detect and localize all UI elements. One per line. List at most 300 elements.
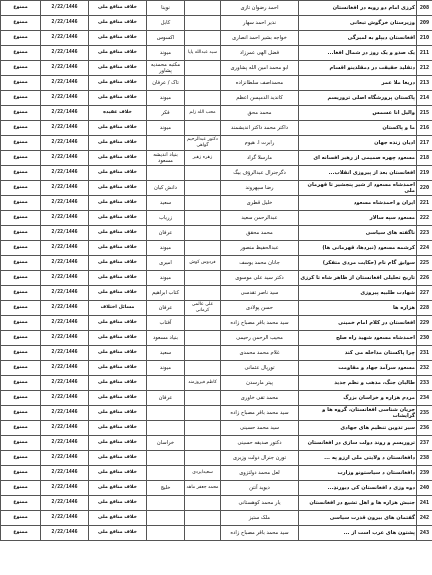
ban-reason: خلاف منافع ملی — [89, 496, 147, 511]
row-number: 231 — [417, 346, 432, 361]
row-number: 233 — [417, 376, 432, 391]
book-title: کرزی امام دو رویه در افغانستان — [299, 1, 417, 16]
ban-reason: خلاف منافع ملی — [89, 196, 147, 211]
table-row — [1, 301, 432, 316]
ban-date: 2/22/1446 — [41, 466, 89, 481]
book-title: مسعود سرآمد جهاد و مقاومت — [299, 361, 417, 376]
ban-reason: خلاف منافع ملی — [89, 256, 147, 271]
book-publisher: تاک / عرفان — [147, 76, 185, 91]
book-title: شهادت طلبیه پیروزی — [299, 286, 417, 301]
ban-date: 2/22/1446 — [41, 421, 89, 436]
book-title: افغانستان دیپلو به لمبرگی — [299, 31, 417, 46]
ban-date: 2/22/1446 — [41, 151, 89, 166]
book-title: والیل انا عسمس — [299, 106, 417, 121]
book-title: احمدشاه مسعود شهید راه صلح — [299, 331, 417, 346]
row-number: 221 — [417, 196, 432, 211]
ban-status: ممنوع — [1, 181, 41, 196]
row-number: 240 — [417, 481, 432, 496]
table-row — [1, 181, 432, 196]
book-translator — [185, 511, 221, 526]
table-row — [1, 241, 432, 256]
book-publisher — [147, 496, 185, 511]
book-publisher: خلیج — [147, 481, 185, 496]
table-row — [1, 151, 432, 166]
book-title: دتقلید حقیقت در دمقلدینو اقسام — [299, 61, 417, 76]
book-publisher — [147, 466, 185, 481]
ban-reason: خلاف عقیده — [89, 106, 147, 121]
ban-reason: خلاف منافع ملی — [89, 226, 147, 241]
table-row — [1, 226, 432, 241]
book-translator — [185, 241, 221, 256]
book-translator — [185, 76, 221, 91]
ban-status: ممنوع — [1, 496, 41, 511]
ban-date: 2/22/1446 — [41, 196, 89, 211]
book-title: هزاره ها — [299, 301, 417, 316]
book-translator — [185, 181, 221, 196]
ban-status: ممنوع — [1, 256, 41, 271]
book-title: ما و پاکستان — [299, 121, 417, 136]
ban-date: 2/22/1446 — [41, 361, 89, 376]
ban-reason: خلاف منافع ملی — [89, 31, 147, 46]
table-row — [1, 316, 432, 331]
row-number: 230 — [417, 331, 432, 346]
book-title: وزیرستان خرگوش تبعانی — [299, 16, 417, 31]
ban-status: ممنوع — [1, 406, 41, 421]
ban-reason: خلاف منافع ملی — [89, 211, 147, 226]
book-author: محمد محقق — [221, 226, 299, 241]
book-title: سوابق گام نام (حکایت مردی متفکر) — [299, 256, 417, 271]
book-title: چرا پاکستان مداخله می کند — [299, 346, 417, 361]
row-number: 227 — [417, 286, 432, 301]
table-row — [1, 526, 432, 541]
ban-status: ممنوع — [1, 151, 41, 166]
row-number: 224 — [417, 241, 432, 256]
book-author: سید محمد باقر مصباح زاده — [221, 526, 299, 541]
book-publisher — [147, 421, 185, 436]
ban-date: 2/22/1446 — [41, 46, 89, 61]
book-translator — [185, 436, 221, 451]
book-author: محمد تقی خاوری — [221, 391, 299, 406]
table-row — [1, 91, 432, 106]
book-author: رضا سپهروند — [221, 181, 299, 196]
book-publisher: سعید — [147, 196, 185, 211]
book-publisher — [147, 406, 185, 421]
ban-status: ممنوع — [1, 211, 41, 226]
book-title: جنبش هزاره ها و اهل تشیع در افغانستان — [299, 496, 417, 511]
table-row — [1, 271, 432, 286]
book-translator — [185, 406, 221, 421]
book-author: داکتر محمد داکتر اندیشمند — [221, 121, 299, 136]
book-translator — [185, 316, 221, 331]
row-number: 236 — [417, 421, 432, 436]
book-title: مسعود سپه سالار — [299, 211, 417, 226]
ban-status: ممنوع — [1, 481, 41, 496]
row-number: 210 — [417, 31, 432, 46]
book-translator — [185, 31, 221, 46]
row-number: 234 — [417, 391, 432, 406]
book-title: افغانستان بعد از پیروزی انقلاب... — [299, 166, 417, 181]
book-publisher: فکر — [147, 106, 185, 121]
ban-date: 2/22/1446 — [41, 301, 89, 316]
table-row — [1, 376, 432, 391]
book-author: ملک ستیز — [221, 511, 299, 526]
table-row — [1, 256, 432, 271]
book-title: پاکستان پرورشگاه اصلی تروریسم — [299, 91, 417, 106]
ban-reason: خلاف منافع ملی — [89, 376, 147, 391]
book-author: نذیر احمد سهار — [221, 16, 299, 31]
ban-status: ممنوع — [1, 451, 41, 466]
ban-date: 2/22/1446 — [41, 166, 89, 181]
row-number: 218 — [417, 151, 432, 166]
ban-reason: خلاف منافع ملی — [89, 316, 147, 331]
ban-date: 2/22/1446 — [41, 256, 89, 271]
row-number: 235 — [417, 406, 432, 421]
book-title: افغانستان در کلام امام خمینی — [299, 316, 417, 331]
book-author: غلام محمد محمدی — [221, 346, 299, 361]
book-author: تورپال عثمانی — [221, 361, 299, 376]
ban-status: ممنوع — [1, 121, 41, 136]
ban-reason: خلاف منافع ملی — [89, 46, 147, 61]
book-publisher: عرفان — [147, 226, 185, 241]
book-publisher: امیری — [147, 256, 185, 271]
row-number: 211 — [417, 46, 432, 61]
row-number: 226 — [417, 271, 432, 286]
table-row — [1, 106, 432, 121]
book-publisher: دانش کیان — [147, 181, 185, 196]
book-title: مسعود چهره صمیمی از رهبر افسانه ای — [299, 151, 417, 166]
ban-date: 2/22/1446 — [41, 376, 89, 391]
book-title: تاریخ تحلیلی افغانستان از ظاهر شاه تا کرزی — [299, 271, 417, 286]
ban-status: ممنوع — [1, 376, 41, 391]
ban-status: ممنوع — [1, 346, 41, 361]
ban-status: ممنوع — [1, 46, 41, 61]
book-translator — [185, 346, 221, 361]
ban-reason: خلاف منافع ملی — [89, 16, 147, 31]
row-number: 216 — [417, 121, 432, 136]
ban-status: ممنوع — [1, 166, 41, 181]
book-publisher: میوند — [147, 241, 185, 256]
book-title: ناگفته های سیاسی — [299, 226, 417, 241]
book-title: یک صدو و یک روز در شمال افغا... — [299, 46, 417, 61]
ban-reason: خلاف منافع ملی — [89, 1, 147, 16]
ban-status: ممنوع — [1, 136, 41, 151]
ban-date: 2/22/1446 — [41, 136, 89, 151]
row-number: 242 — [417, 511, 432, 526]
book-author: سید محمد باقر مصباح زاده — [221, 316, 299, 331]
book-publisher: عرفان — [147, 391, 185, 406]
ban-date: 2/22/1446 — [41, 406, 89, 421]
book-title: دافغانستان د سیاستونو وزارت — [299, 466, 417, 481]
book-author: عبدالحفیظ منصور — [221, 241, 299, 256]
table-row — [1, 61, 432, 76]
ban-date: 2/22/1446 — [41, 16, 89, 31]
ban-date: 2/22/1446 — [41, 241, 89, 256]
ban-status: ممنوع — [1, 301, 41, 316]
book-publisher: بنیاد اندیشه مسعود — [147, 151, 185, 166]
table-row — [1, 16, 432, 31]
row-number: 229 — [417, 316, 432, 331]
table-row — [1, 391, 432, 406]
book-author: سید ناصر تقدسی — [221, 286, 299, 301]
book-publisher: بنیاد مسعود — [147, 331, 185, 346]
book-publisher: نوینا — [147, 1, 185, 16]
table-row — [1, 421, 432, 436]
book-translator — [185, 91, 221, 106]
table-row — [1, 451, 432, 466]
row-number: 219 — [417, 166, 432, 181]
book-author: حسن پولادی — [221, 301, 299, 316]
book-translator — [185, 331, 221, 346]
ban-date: 2/22/1446 — [41, 481, 89, 496]
ban-date: 2/22/1446 — [41, 61, 89, 76]
book-translator — [185, 451, 221, 466]
book-translator — [185, 1, 221, 16]
ban-status: ممنوع — [1, 106, 41, 121]
book-author: دکتور صدیقه حسینی — [221, 436, 299, 451]
book-translator — [185, 61, 221, 76]
book-translator — [185, 121, 221, 136]
table-row — [1, 361, 432, 376]
book-author: دگرجنرال عبدالرؤف بیگ — [221, 166, 299, 181]
book-title: دوه وزی د افغانستان کی دیورنډ... — [299, 481, 417, 496]
ban-reason: خلاف منافع ملی — [89, 421, 147, 436]
ban-date: 2/22/1446 — [41, 331, 89, 346]
ban-reason: خلاف منافع ملی — [89, 391, 147, 406]
ban-status: ممنوع — [1, 391, 41, 406]
ban-reason: خلاف منافع ملی — [89, 121, 147, 136]
book-publisher — [147, 376, 185, 391]
ban-date: 2/22/1446 — [41, 76, 89, 91]
ban-reason: خلاف منافع ملی — [89, 331, 147, 346]
table-row — [1, 196, 432, 211]
table-row — [1, 436, 432, 451]
row-number: 222 — [417, 211, 432, 226]
table-row — [1, 136, 432, 151]
book-translator: سید عبدالله پاپا — [185, 46, 221, 61]
book-author: سید محمد حسینی — [221, 421, 299, 436]
book-translator — [185, 196, 221, 211]
ban-date: 2/22/1446 — [41, 1, 89, 16]
ban-date: 2/22/1446 — [41, 31, 89, 46]
table-row — [1, 121, 432, 136]
ban-status: ممنوع — [1, 16, 41, 31]
ban-date: 2/22/1446 — [41, 451, 89, 466]
ban-date: 2/22/1446 — [41, 91, 89, 106]
table-row — [1, 46, 432, 61]
ban-reason: خلاف منافع ملی — [89, 151, 147, 166]
ban-date: 2/22/1446 — [41, 181, 89, 196]
row-number: 228 — [417, 301, 432, 316]
book-title: سیر تدوین تنظیم های جهادی — [299, 421, 417, 436]
ban-reason: خلاف منافع ملی — [89, 511, 147, 526]
book-publisher: میوند — [147, 121, 185, 136]
ban-date: 2/22/1446 — [41, 286, 89, 301]
table-row — [1, 406, 432, 421]
row-number: 215 — [417, 106, 432, 121]
ban-date: 2/22/1446 — [41, 121, 89, 136]
book-author: تورن جنرال دولت وزیری — [221, 451, 299, 466]
row-number: 223 — [417, 226, 432, 241]
table-row — [1, 166, 432, 181]
row-number: 212 — [417, 61, 432, 76]
book-author: رابرت ا. هیوم — [221, 136, 299, 151]
ban-date: 2/22/1446 — [41, 106, 89, 121]
row-number: 214 — [417, 91, 432, 106]
book-author: کاندید الدمپسن اعظم — [221, 91, 299, 106]
book-author: فضل الهی عمرزاد — [221, 46, 299, 61]
table-body — [1, 1, 432, 541]
table-row — [1, 511, 432, 526]
ban-reason: خلاف منافع ملی — [89, 241, 147, 256]
row-number: 239 — [417, 466, 432, 481]
book-translator — [185, 361, 221, 376]
ban-reason: خلاف منافع ملی — [89, 76, 147, 91]
book-author: محیب الرحمن رحیمی — [221, 331, 299, 346]
table-row — [1, 31, 432, 46]
ban-reason: خلاف منافع ملی — [89, 181, 147, 196]
book-publisher — [147, 511, 185, 526]
book-publisher: عرفان — [147, 301, 185, 316]
book-author: جانان محمد یوسف — [221, 256, 299, 271]
book-translator: فردوس کوش — [185, 256, 221, 271]
book-title: تروریسم و روند دولت سازی در افغانستان — [299, 436, 417, 451]
book-translator: زهره زهیر — [185, 151, 221, 166]
book-translator — [185, 526, 221, 541]
ban-status: ممنوع — [1, 1, 41, 16]
book-translator — [185, 391, 221, 406]
book-translator — [185, 421, 221, 436]
table-row — [1, 481, 432, 496]
ban-status: ممنوع — [1, 241, 41, 256]
book-title: کرشمه مسعود (نبردها، قهرمانی ها) — [299, 241, 417, 256]
book-author: عبدالرحمن سعید — [221, 211, 299, 226]
table-row — [1, 286, 432, 301]
ban-status: ممنوع — [1, 511, 41, 526]
book-publisher: سعید — [147, 346, 185, 361]
ban-status: ممنوع — [1, 226, 41, 241]
ban-status: ممنوع — [1, 76, 41, 91]
book-publisher: اکسوس — [147, 31, 185, 46]
book-author: ابو محمد امین الله پشاوری — [221, 61, 299, 76]
ban-reason: خلاف منافع ملی — [89, 451, 147, 466]
book-title: ایران و احمدشاه مسعود — [299, 196, 417, 211]
ban-date: 2/22/1446 — [41, 316, 89, 331]
book-publisher — [147, 526, 185, 541]
row-number: 209 — [417, 16, 432, 31]
ban-status: ممنوع — [1, 466, 41, 481]
row-number: 237 — [417, 436, 432, 451]
book-translator: سعیدایزدی — [185, 466, 221, 481]
ban-status: ممنوع — [1, 31, 41, 46]
book-title: دریغا ملا عمر — [299, 76, 417, 91]
table-row — [1, 211, 432, 226]
ban-status: ممنوع — [1, 91, 41, 106]
ban-reason: خلاف منافع ملی — [89, 406, 147, 421]
book-translator — [185, 16, 221, 31]
book-translator — [185, 166, 221, 181]
ban-reason: خلاف منافع ملی — [89, 271, 147, 286]
book-publisher: میوند — [147, 91, 185, 106]
ban-date: 2/22/1446 — [41, 346, 89, 361]
ban-date: 2/22/1446 — [41, 436, 89, 451]
ban-status: ممنوع — [1, 421, 41, 436]
ban-status: ممنوع — [1, 316, 41, 331]
ban-status: ممنوع — [1, 526, 41, 541]
book-publisher: میوند — [147, 46, 185, 61]
book-publisher — [147, 451, 185, 466]
book-translator: علی عالمی کرمانی — [185, 301, 221, 316]
ban-date: 2/22/1446 — [41, 496, 89, 511]
book-title: مردم هزاره و خراسان بزرگ — [299, 391, 417, 406]
ban-status: ممنوع — [1, 286, 41, 301]
book-translator: محمد جعفر ماهد — [185, 481, 221, 496]
book-author: دیوید آنتن — [221, 481, 299, 496]
book-author: خواجه بشیر احمد انصاری — [221, 31, 299, 46]
row-number: 232 — [417, 361, 432, 376]
book-title: گفتمان های بیرون قدرت سیاسی — [299, 511, 417, 526]
row-number: 220 — [417, 181, 432, 196]
row-number: 243 — [417, 526, 432, 541]
book-publisher: آفتاب — [147, 316, 185, 331]
book-translator — [185, 226, 221, 241]
book-publisher: کابل — [147, 16, 185, 31]
ban-date: 2/22/1446 — [41, 271, 89, 286]
table-row — [1, 346, 432, 361]
book-author: خلیل قطری — [221, 196, 299, 211]
book-title: احمدشاه مسعود از شیر پنجشیر تا قهرمان ملی — [299, 181, 417, 196]
ban-date: 2/22/1446 — [41, 226, 89, 241]
ban-status: ممنوع — [1, 361, 41, 376]
book-translator — [185, 496, 221, 511]
book-translator: کاظم فیروزمند — [185, 376, 221, 391]
book-publisher: خراسان — [147, 436, 185, 451]
table-row — [1, 1, 432, 16]
book-author: محمداصف سلطانزاده — [221, 76, 299, 91]
book-title: دافغانستان د ولایتی ملی ارزو په ... — [299, 451, 417, 466]
book-translator: دکتور عبدالرحیم گواهی — [185, 136, 221, 151]
book-publisher: زریاب — [147, 211, 185, 226]
ban-date: 2/22/1446 — [41, 526, 89, 541]
ban-reason: خلاف منافع ملی — [89, 466, 147, 481]
ban-status: ممنوع — [1, 271, 41, 286]
book-author: مارسلا گراد — [221, 151, 299, 166]
row-number: 217 — [417, 136, 432, 151]
ban-status: ممنوع — [1, 196, 41, 211]
book-author: احمد رضوان تازی — [221, 1, 299, 16]
ban-reason: خلاف منافع ملی — [89, 286, 147, 301]
table-row — [1, 496, 432, 511]
book-translator — [185, 286, 221, 301]
ban-status: ممنوع — [1, 61, 41, 76]
book-translator — [185, 271, 221, 286]
ban-reason: خلاف منافع ملی — [89, 526, 147, 541]
ban-reason: خلاف منافع ملی — [89, 481, 147, 496]
book-title: جریان شناسی افغانستان، گروه ها و گرایشات — [299, 406, 417, 421]
ban-status: ممنوع — [1, 331, 41, 346]
ban-reason: خلاف منافع ملی — [89, 436, 147, 451]
book-translator: محب الله زلم — [185, 106, 221, 121]
ban-reason: خلاف منافع ملی — [89, 61, 147, 76]
ban-reason: خلاف منافع ملی — [89, 166, 147, 181]
book-title: ادیان زنده جهان — [299, 136, 417, 151]
book-author: لعل محمد دولتزوی — [221, 466, 299, 481]
ban-date: 2/22/1446 — [41, 511, 89, 526]
book-author: دکتر سید علی موسوی — [221, 271, 299, 286]
row-number: 238 — [417, 451, 432, 466]
row-number: 208 — [417, 1, 432, 16]
ban-status: ممنوع — [1, 436, 41, 451]
ban-reason: خلاف منافع ملی — [89, 361, 147, 376]
